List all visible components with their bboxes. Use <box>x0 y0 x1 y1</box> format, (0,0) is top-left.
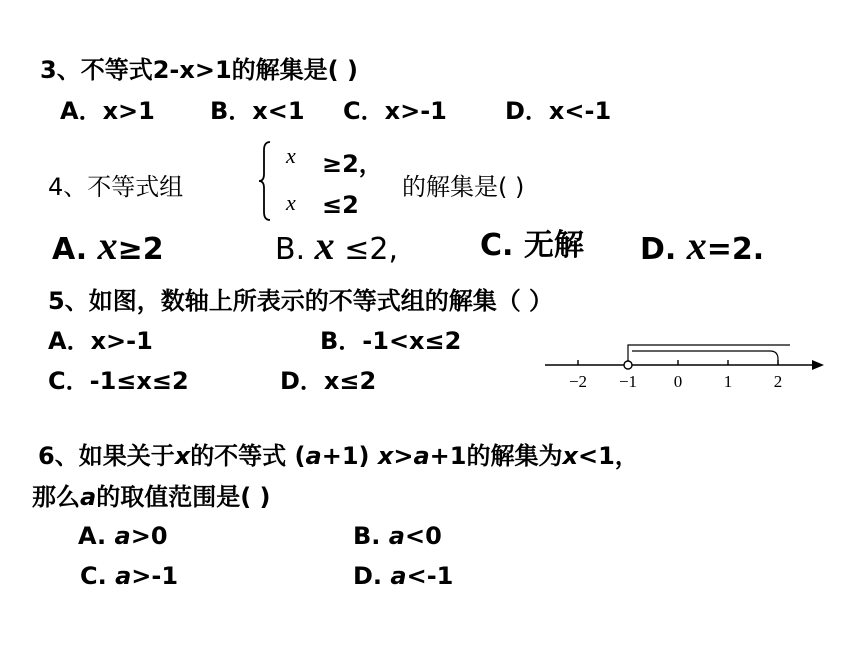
q4-stem-prefix: 4、不等式组 <box>48 173 184 201</box>
q6-line-2 <box>32 482 271 512</box>
open-circle-endpoint <box>624 361 632 369</box>
q4-option-d-var: x <box>686 223 707 268</box>
q5-option-a: A．x>-1 <box>48 327 153 355</box>
q5-stem: 5、如图，数轴上所表示的不等式组的解集（ ） <box>48 287 554 315</box>
q4-option-a <box>52 223 164 270</box>
q4-option-b <box>275 223 398 270</box>
q6-line1-var-x: x <box>174 442 191 470</box>
q6-line-1 <box>38 441 639 471</box>
q6-line1-part: +1的解集为 <box>429 442 563 470</box>
q6-option-d <box>353 561 453 591</box>
q5-option-d: D．x≤2 <box>280 367 377 395</box>
q3-option-a: A．x>1 <box>60 97 155 125</box>
axis-tick-label: −1 <box>618 372 638 391</box>
q4-option-c: C. 无解 <box>480 228 584 263</box>
q5-number-line <box>540 330 830 394</box>
q6-option-c-label: C. <box>80 562 116 590</box>
axis-tick-label: 1 <box>723 372 733 391</box>
axis-tick-label: 2 <box>773 372 783 391</box>
q6-line2-part: 那么 <box>32 483 80 511</box>
q6-line2-var-a: a <box>80 483 97 511</box>
q5-option-c: C．-1≤x≤2 <box>48 367 189 395</box>
axis-tick-label: −2 <box>568 372 588 391</box>
q6-option-d-label: D. <box>353 562 391 590</box>
q4-option-d <box>640 223 765 270</box>
q3-option-b: B．x<1 <box>210 97 305 125</box>
q6-option-b-rest: <0 <box>404 522 442 550</box>
q4-system-rel-2: ≤2 <box>322 191 359 219</box>
q6-option-d-var: a <box>390 562 407 590</box>
q4-option-b-label: B. <box>275 232 306 267</box>
q3-stem: 3、不等式2-x>1的解集是( ) <box>40 56 358 84</box>
q4-option-a-rest: ≥2 <box>117 232 164 267</box>
axis-tick-label: 0 <box>673 372 683 391</box>
q6-option-a-label: A. <box>78 522 115 550</box>
q4-option-b-rest: ≤2, <box>344 232 398 267</box>
q6-line1-part: 的不等式 ( <box>190 442 306 470</box>
q6-line2-part: 的取值范围是( ) <box>96 483 271 511</box>
q4-stem-suffix-text: 的解集是( ) <box>402 173 525 201</box>
q6-line1-var-x: x <box>562 442 578 470</box>
q4-system-brace <box>258 140 272 222</box>
q6-option-d-rest: <-1 <box>406 562 454 590</box>
q6-line1-var-a: a <box>413 442 430 470</box>
solution-ray-upper <box>628 345 790 363</box>
q4-option-b-var: x <box>314 223 335 268</box>
q6-option-c <box>80 561 178 591</box>
q6-line1-var-a: a <box>305 442 322 470</box>
q4-system-var-1: x <box>286 143 296 168</box>
solution-bracket <box>632 351 778 365</box>
axis-arrow-icon <box>812 360 824 370</box>
q4-system-var-2: x <box>286 190 296 215</box>
q6-line1-var-x: x <box>377 442 394 470</box>
q4-system-rel-1: ≥2， <box>322 150 383 178</box>
q6-option-b <box>353 521 442 551</box>
q6-line1-part: 6、如果关于 <box>38 442 175 470</box>
q4-option-a-var: x <box>97 223 118 268</box>
q6-option-c-var: a <box>115 562 132 590</box>
q4-option-d-rest: =2. <box>706 232 765 267</box>
q6-option-a-var: a <box>114 522 131 550</box>
q6-option-b-label: B. <box>353 522 389 550</box>
q6-line1-part: > <box>393 442 414 470</box>
q3-option-c: C．x>-1 <box>343 97 447 125</box>
q6-option-c-rest: >-1 <box>131 562 179 590</box>
q6-line1-part: +1) <box>321 442 378 470</box>
q6-option-a-rest: >0 <box>130 522 168 550</box>
q6-line1-part: <1， <box>577 442 639 470</box>
q4-option-a-label: A. <box>52 232 88 267</box>
q4-stem-suffix <box>402 172 524 202</box>
q6-option-b-var: a <box>388 522 405 550</box>
q3-option-d: D．x<-1 <box>505 97 612 125</box>
q4-option-d-label: D. <box>640 232 677 267</box>
q5-option-b: B．-1<x≤2 <box>320 327 462 355</box>
q6-option-a <box>78 521 168 551</box>
